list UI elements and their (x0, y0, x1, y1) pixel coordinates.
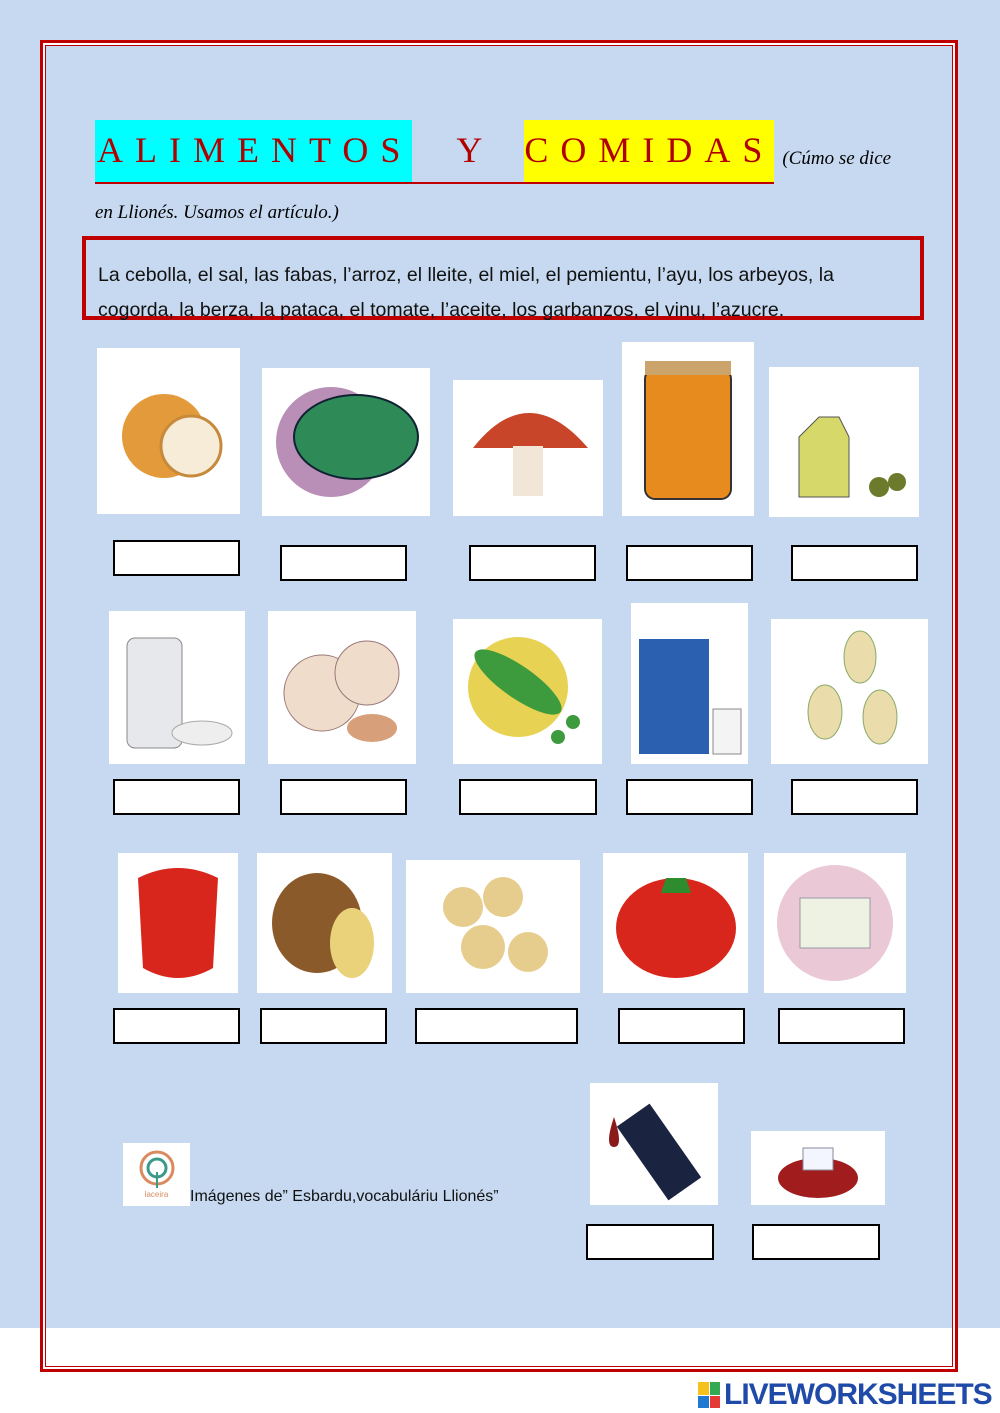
olive-oil-image (769, 367, 919, 517)
garlic-image (268, 611, 416, 764)
logo-text: laceira (144, 1190, 169, 1199)
milk-image (631, 603, 748, 764)
beans-image (771, 619, 928, 764)
liveworksheets-icon (698, 1382, 720, 1408)
word-bank: La cebolla, el sal, las fabas, l’arroz, el lleite, el miel, el pemientu, l’ayu, los arbeyos, la cogorda, la berza, la pataca, el tomate, l’aceite, los garbanzos, el vinu, l’azucre. (82, 236, 924, 320)
title-row (95, 120, 891, 184)
answer-input-peas[interactable] (459, 779, 597, 815)
answer-input-rice[interactable] (778, 1008, 905, 1044)
answer-input-honey[interactable] (626, 545, 753, 581)
pepper-image (118, 853, 238, 993)
brand-text: LIVEWORKSHEETS (724, 1378, 992, 1411)
answer-input-salt[interactable] (113, 779, 240, 815)
title-underline (95, 120, 774, 184)
answer-input-olive-oil[interactable] (791, 545, 918, 581)
answer-input-beans[interactable] (791, 779, 918, 815)
answer-input-tomato[interactable] (618, 1008, 745, 1044)
peas-image (453, 619, 602, 764)
answer-input-pepper[interactable] (113, 1008, 240, 1044)
answer-input-cabbage[interactable] (280, 545, 407, 581)
liveworksheets-brand[interactable] (698, 1378, 992, 1412)
chickpeas-image (406, 860, 580, 993)
potato-image (257, 853, 392, 993)
answer-input-sugar[interactable] (752, 1224, 880, 1260)
salt-image (109, 611, 245, 764)
subtitle-line-2: en Llionés. Usamos el artículo.) (95, 202, 339, 223)
answer-input-mushroom[interactable] (469, 545, 596, 581)
answer-input-chickpeas[interactable] (415, 1008, 578, 1044)
laceira-logo (123, 1143, 190, 1206)
title-word-y: Y (456, 130, 495, 170)
honey-image (622, 342, 754, 516)
title-word-alimentos: ALIMENTOS (95, 120, 412, 182)
cabbage-image (262, 368, 430, 516)
title-word-comidas: COMIDAS (524, 120, 774, 182)
sugar-image (751, 1131, 885, 1205)
answer-input-milk[interactable] (626, 779, 753, 815)
onion-image (97, 348, 240, 514)
rice-image (764, 853, 906, 993)
mushroom-image (453, 380, 603, 516)
wine-image (590, 1083, 718, 1205)
answer-input-wine[interactable] (586, 1224, 714, 1260)
answer-input-garlic[interactable] (280, 779, 407, 815)
answer-input-potato[interactable] (260, 1008, 387, 1044)
tomato-image (603, 853, 748, 993)
answer-input-onion[interactable] (113, 540, 240, 576)
image-credit: Imágenes de” Esbardu,vocabuláriu Llionés” (190, 1188, 499, 1205)
subtitle-line-1: (Cúmo se dice (782, 148, 892, 169)
